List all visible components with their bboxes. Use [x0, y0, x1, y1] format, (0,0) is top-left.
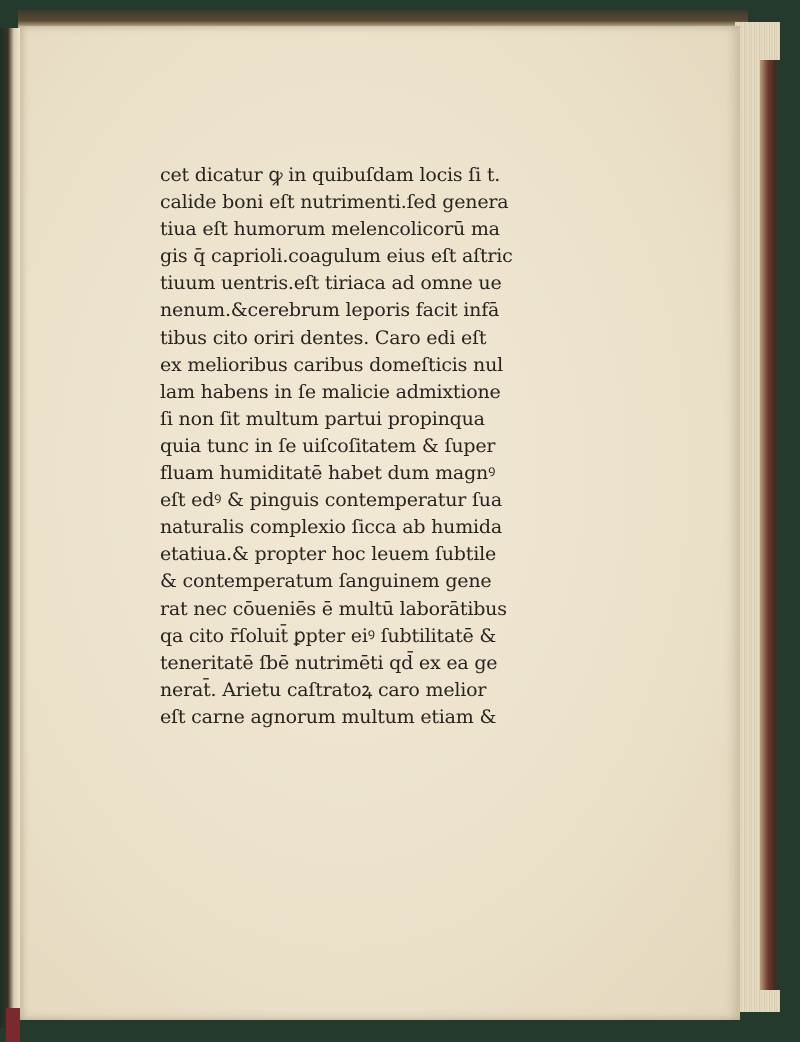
text-line: ſi non ſit multum partui propinqua: [160, 407, 485, 430]
text-line: eſt carne agnorum multum etiam &: [160, 705, 497, 728]
text-line: naturalis complexio ſicca ab humida: [160, 516, 502, 539]
text-line: teneritatē ſbē nutrimēti qd̄ ex ea ge: [160, 651, 498, 674]
book-cover-right-edge: [760, 60, 780, 990]
text-line: quia tunc in ſe uiſcoſitatem & ſuper: [160, 434, 496, 457]
text-line: tibus cito oriri dentes. Caro edi eſt: [160, 326, 487, 349]
text-line: eſt edꝰ & pinguis contemperatur ſua: [160, 489, 502, 512]
text-line: & contemperatum ſanguinem gene: [160, 570, 492, 593]
text-line: cet dicatur ꝙ in quibuſdam locis ſi t.: [160, 164, 501, 186]
text-line: nenum.&cerebrum leporis facit infā: [160, 299, 500, 322]
binding-gutter: [0, 28, 20, 1028]
text-block: [160, 162, 560, 731]
text-line: etatiua.& propter hoc leuem ſubtile: [160, 543, 497, 566]
text-line: rat nec cōueniēs ē multū laborātibus: [160, 597, 507, 620]
text-line: tiuum uentris.eſt tiriaca ad omne ue: [160, 272, 502, 295]
printed-page: [20, 26, 740, 1020]
text-line: calide boni eſt nutrimenti.ſed genera: [160, 191, 509, 214]
text-line: lam habens in ſe malicie admixtione: [160, 380, 501, 403]
text-line: gis q̄ caprioli.coagulum eius eſt aſtric: [160, 245, 513, 268]
text-line: tiua eſt humorum melencolicorū ma: [160, 218, 500, 241]
text-line: nerat̄. Arietu caſtratoꝝ caro melior: [160, 678, 487, 701]
text-line: ex melioribus caribus domeſticis nul: [160, 353, 503, 376]
text-line: qa cito r̄ſoluit̄ ꝑpter eiꝰ ſubtilitatē &: [160, 624, 497, 647]
text-line: fluam humiditatē habet dum magnꝰ: [160, 462, 496, 485]
